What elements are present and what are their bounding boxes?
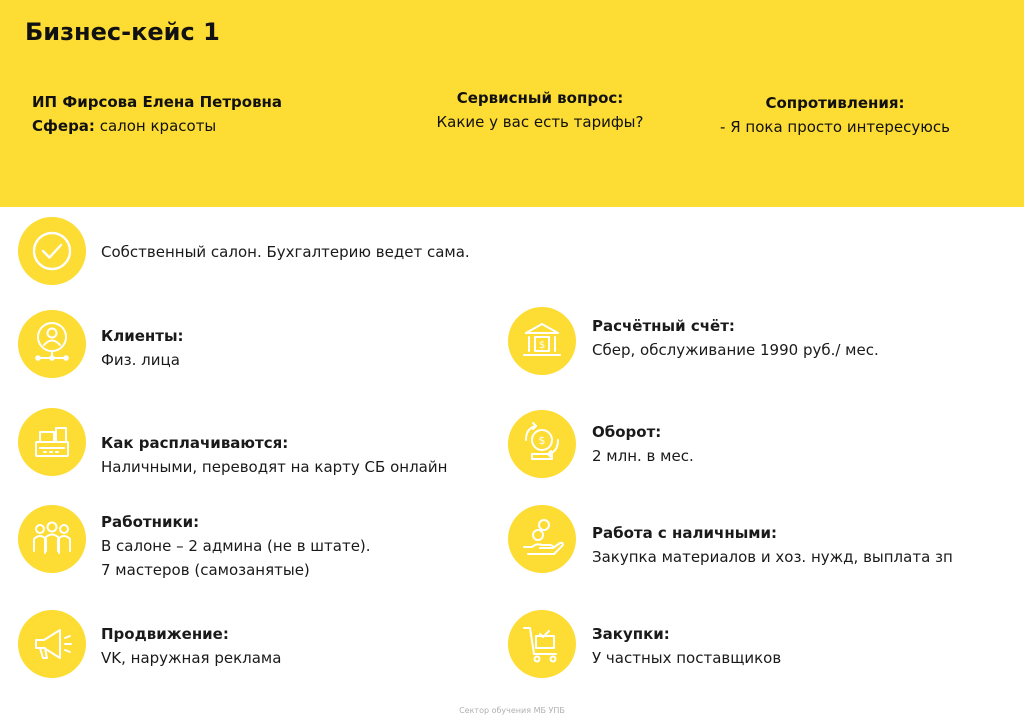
resistance-value: - Я пока просто интересуюсь xyxy=(720,118,950,136)
item-label: Работа с наличными: xyxy=(592,524,778,542)
item-value: 2 млн. в мес. xyxy=(592,447,694,465)
people-icon xyxy=(18,505,86,573)
item-value: Наличными, переводят на карту СБ онлайн xyxy=(101,458,448,476)
list-item xyxy=(101,510,371,582)
item-label: Как расплачиваются: xyxy=(101,434,289,452)
sphere-value: салон красоты xyxy=(99,117,217,135)
list-item xyxy=(592,314,879,362)
check-icon xyxy=(18,217,86,285)
item-label: Клиенты: xyxy=(101,327,184,345)
page-title: Бизнес-кейс 1 xyxy=(25,18,220,46)
person-network-icon xyxy=(18,310,86,378)
item-value: Сбер, обслуживание 1990 руб./ мес. xyxy=(592,341,879,359)
list-item xyxy=(592,521,953,569)
cash-register-icon xyxy=(18,408,86,476)
summary-text: Собственный салон. Бухгалтерию ведет сама. xyxy=(101,243,470,261)
megaphone-icon xyxy=(18,610,86,678)
svg-text:$: $ xyxy=(538,340,546,351)
list-item xyxy=(592,622,781,670)
footer-text: Сектор обучения МБ УПБ xyxy=(459,706,565,715)
item-value: В салоне – 2 админа (не в штате). xyxy=(101,537,371,555)
service-question-value: Какие у вас есть тарифы? xyxy=(436,113,644,131)
list-item xyxy=(101,324,184,372)
list-item xyxy=(592,420,694,468)
client-info xyxy=(32,90,282,138)
item-value: 7 мастеров (самозанятые) xyxy=(101,561,310,579)
svg-text:$: $ xyxy=(538,434,546,447)
header-banner xyxy=(0,0,1024,207)
item-label: Закупки: xyxy=(592,625,670,643)
item-value: У частных поставщиков xyxy=(592,649,782,667)
service-question-label: Сервисный вопрос: xyxy=(456,89,624,107)
sphere-label: Сфера: xyxy=(32,117,95,135)
item-value: VK, наружная реклама xyxy=(101,649,282,667)
resistance-label: Сопротивления: xyxy=(765,94,905,112)
item-label: Продвижение: xyxy=(101,625,229,643)
client-name: ИП Фирсова Елена Петровна xyxy=(32,93,283,111)
coin-cycle-icon xyxy=(508,410,576,478)
item-label: Расчётный счёт: xyxy=(592,317,735,335)
hand-coins-icon xyxy=(508,505,576,573)
list-item xyxy=(101,431,447,479)
bank-icon xyxy=(508,307,576,375)
service-question xyxy=(420,86,660,134)
cart-icon xyxy=(508,610,576,678)
item-value: Физ. лица xyxy=(101,351,180,369)
item-value: Закупка материалов и хоз. нужд, выплата зп xyxy=(592,548,953,566)
client-sphere xyxy=(32,114,282,138)
resistance xyxy=(715,91,955,139)
list-item xyxy=(101,622,281,670)
item-label: Работники: xyxy=(101,513,200,531)
item-label: Оборот: xyxy=(592,423,662,441)
